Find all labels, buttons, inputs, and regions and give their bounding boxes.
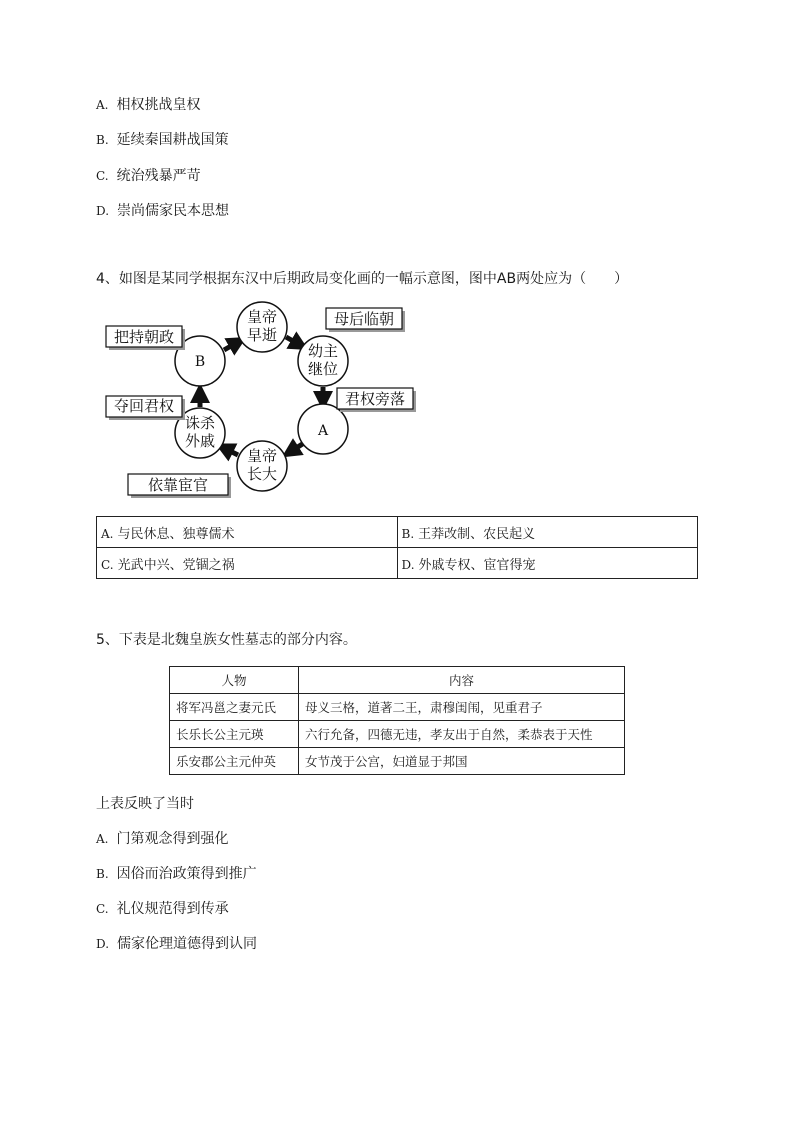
q5-option-c [96,900,229,918]
circle-young-heir [298,336,348,386]
q4-stem: 4、如图是某同学根据东汉中后期政局变化画的一幅示意图，图中AB两处应为（ ） [96,271,629,287]
circle-line2: 继位 [307,360,339,378]
option-key: B. [96,133,109,147]
cell-content: 母义三格，道著二王，肃穆闺闱，见重君子 [299,694,625,721]
q3-option-a [96,96,200,114]
option-key: D. [96,204,110,218]
arrow-a-to-emperor-grown [290,443,304,452]
q5-epitaph-table [169,666,625,775]
circle-emperor-grown [237,441,287,491]
option-text: 儒家伦理道德得到认同 [117,936,258,952]
q4-cycle-diagram [96,300,426,500]
tag-rely-eunuchs [128,474,231,498]
option-text: 因俗而治政策得到推广 [116,866,257,882]
option-key: C. [96,902,109,916]
circle-line1: 诛杀 [184,414,216,432]
arrow-emperor-grown-to-kill [224,448,238,455]
option-key: D. [96,937,110,951]
table-row [170,721,625,748]
option-key: B. [401,526,415,541]
q5-stem: 5、下表是北魏皇族女性墓志的部分内容。 [96,632,357,648]
option-text: 外戚专权、宦官得宠 [418,557,536,573]
option-text: 礼仪规范得到传承 [116,901,229,917]
circle-emperor-dies [237,302,287,352]
table-header-row [170,667,625,694]
cell-content: 六行允备，四德无违，孝友出于自然，柔恭表于天性 [299,721,625,748]
tag-empress-regency [326,308,405,332]
q5-option-b [96,865,257,883]
option-key: C. [96,169,109,183]
q4-options-table [96,516,698,579]
tag-text: 君权旁落 [344,390,406,408]
table-row [170,694,625,721]
option-text: 相权挑战皇权 [116,97,201,113]
option-key: C. [101,557,114,572]
circle-line1: 幼主 [307,342,339,360]
cell-person: 乐安郡公主元仲英 [170,748,299,775]
option-key: A. [96,832,109,846]
table-row [170,748,625,775]
tag-text: 夺回君权 [113,397,175,415]
column-header-person: 人物 [170,667,299,694]
q4-option-b [397,517,698,548]
option-text: 崇尚儒家民本思想 [117,203,230,219]
cell-person: 将军冯邕之妻元氏 [170,694,299,721]
cell-content: 女节茂于公宫，妇道显于邦国 [299,748,625,775]
q5-option-a [96,830,228,848]
option-key: B. [96,867,109,881]
arrow-emperor-dies-to-young-heir [286,337,300,345]
tag-control-court [106,326,185,350]
circle-line2: 外戚 [184,432,216,450]
option-text: 延续秦国耕战国策 [116,132,229,148]
option-text: 统治残暴严苛 [116,168,201,184]
option-key: A. [101,526,114,541]
arrow-b-to-emperor-dies [224,342,238,350]
column-header-content: 内容 [299,667,625,694]
option-text: 光武中兴、党锢之祸 [117,557,235,573]
option-text: 门第观念得到强化 [116,831,229,847]
q5-question: 上表反映了当时 [96,796,194,812]
q4-option-a [97,517,398,548]
option-text: 王莽改制、农民起义 [418,526,536,542]
circle-line2: 早逝 [246,326,278,344]
circle-label-b: B [194,354,206,370]
circle-label-a: A [317,423,329,439]
tag-text: 把持朝政 [113,328,175,346]
option-key: A. [96,98,109,112]
q3-option-b [96,131,229,149]
table-row [97,548,698,579]
circle-line2: 长大 [246,465,278,483]
q4-option-d [397,548,698,579]
table-row [97,517,698,548]
q3-option-d [96,202,229,220]
q4-option-c [97,548,398,579]
circle-line1: 皇帝 [246,447,278,465]
tag-text: 母后临朝 [333,310,395,328]
q5-option-d [96,935,257,953]
option-key: D. [401,557,415,572]
tag-monarch-sidelined [337,388,416,412]
q3-option-c [96,167,201,185]
cell-person: 长乐长公主元瑛 [170,721,299,748]
circle-line1: 皇帝 [246,308,278,326]
tag-reclaim-power [106,396,185,420]
tag-text: 依靠宦官 [147,476,209,494]
option-text: 与民休息、独尊儒术 [117,526,235,542]
